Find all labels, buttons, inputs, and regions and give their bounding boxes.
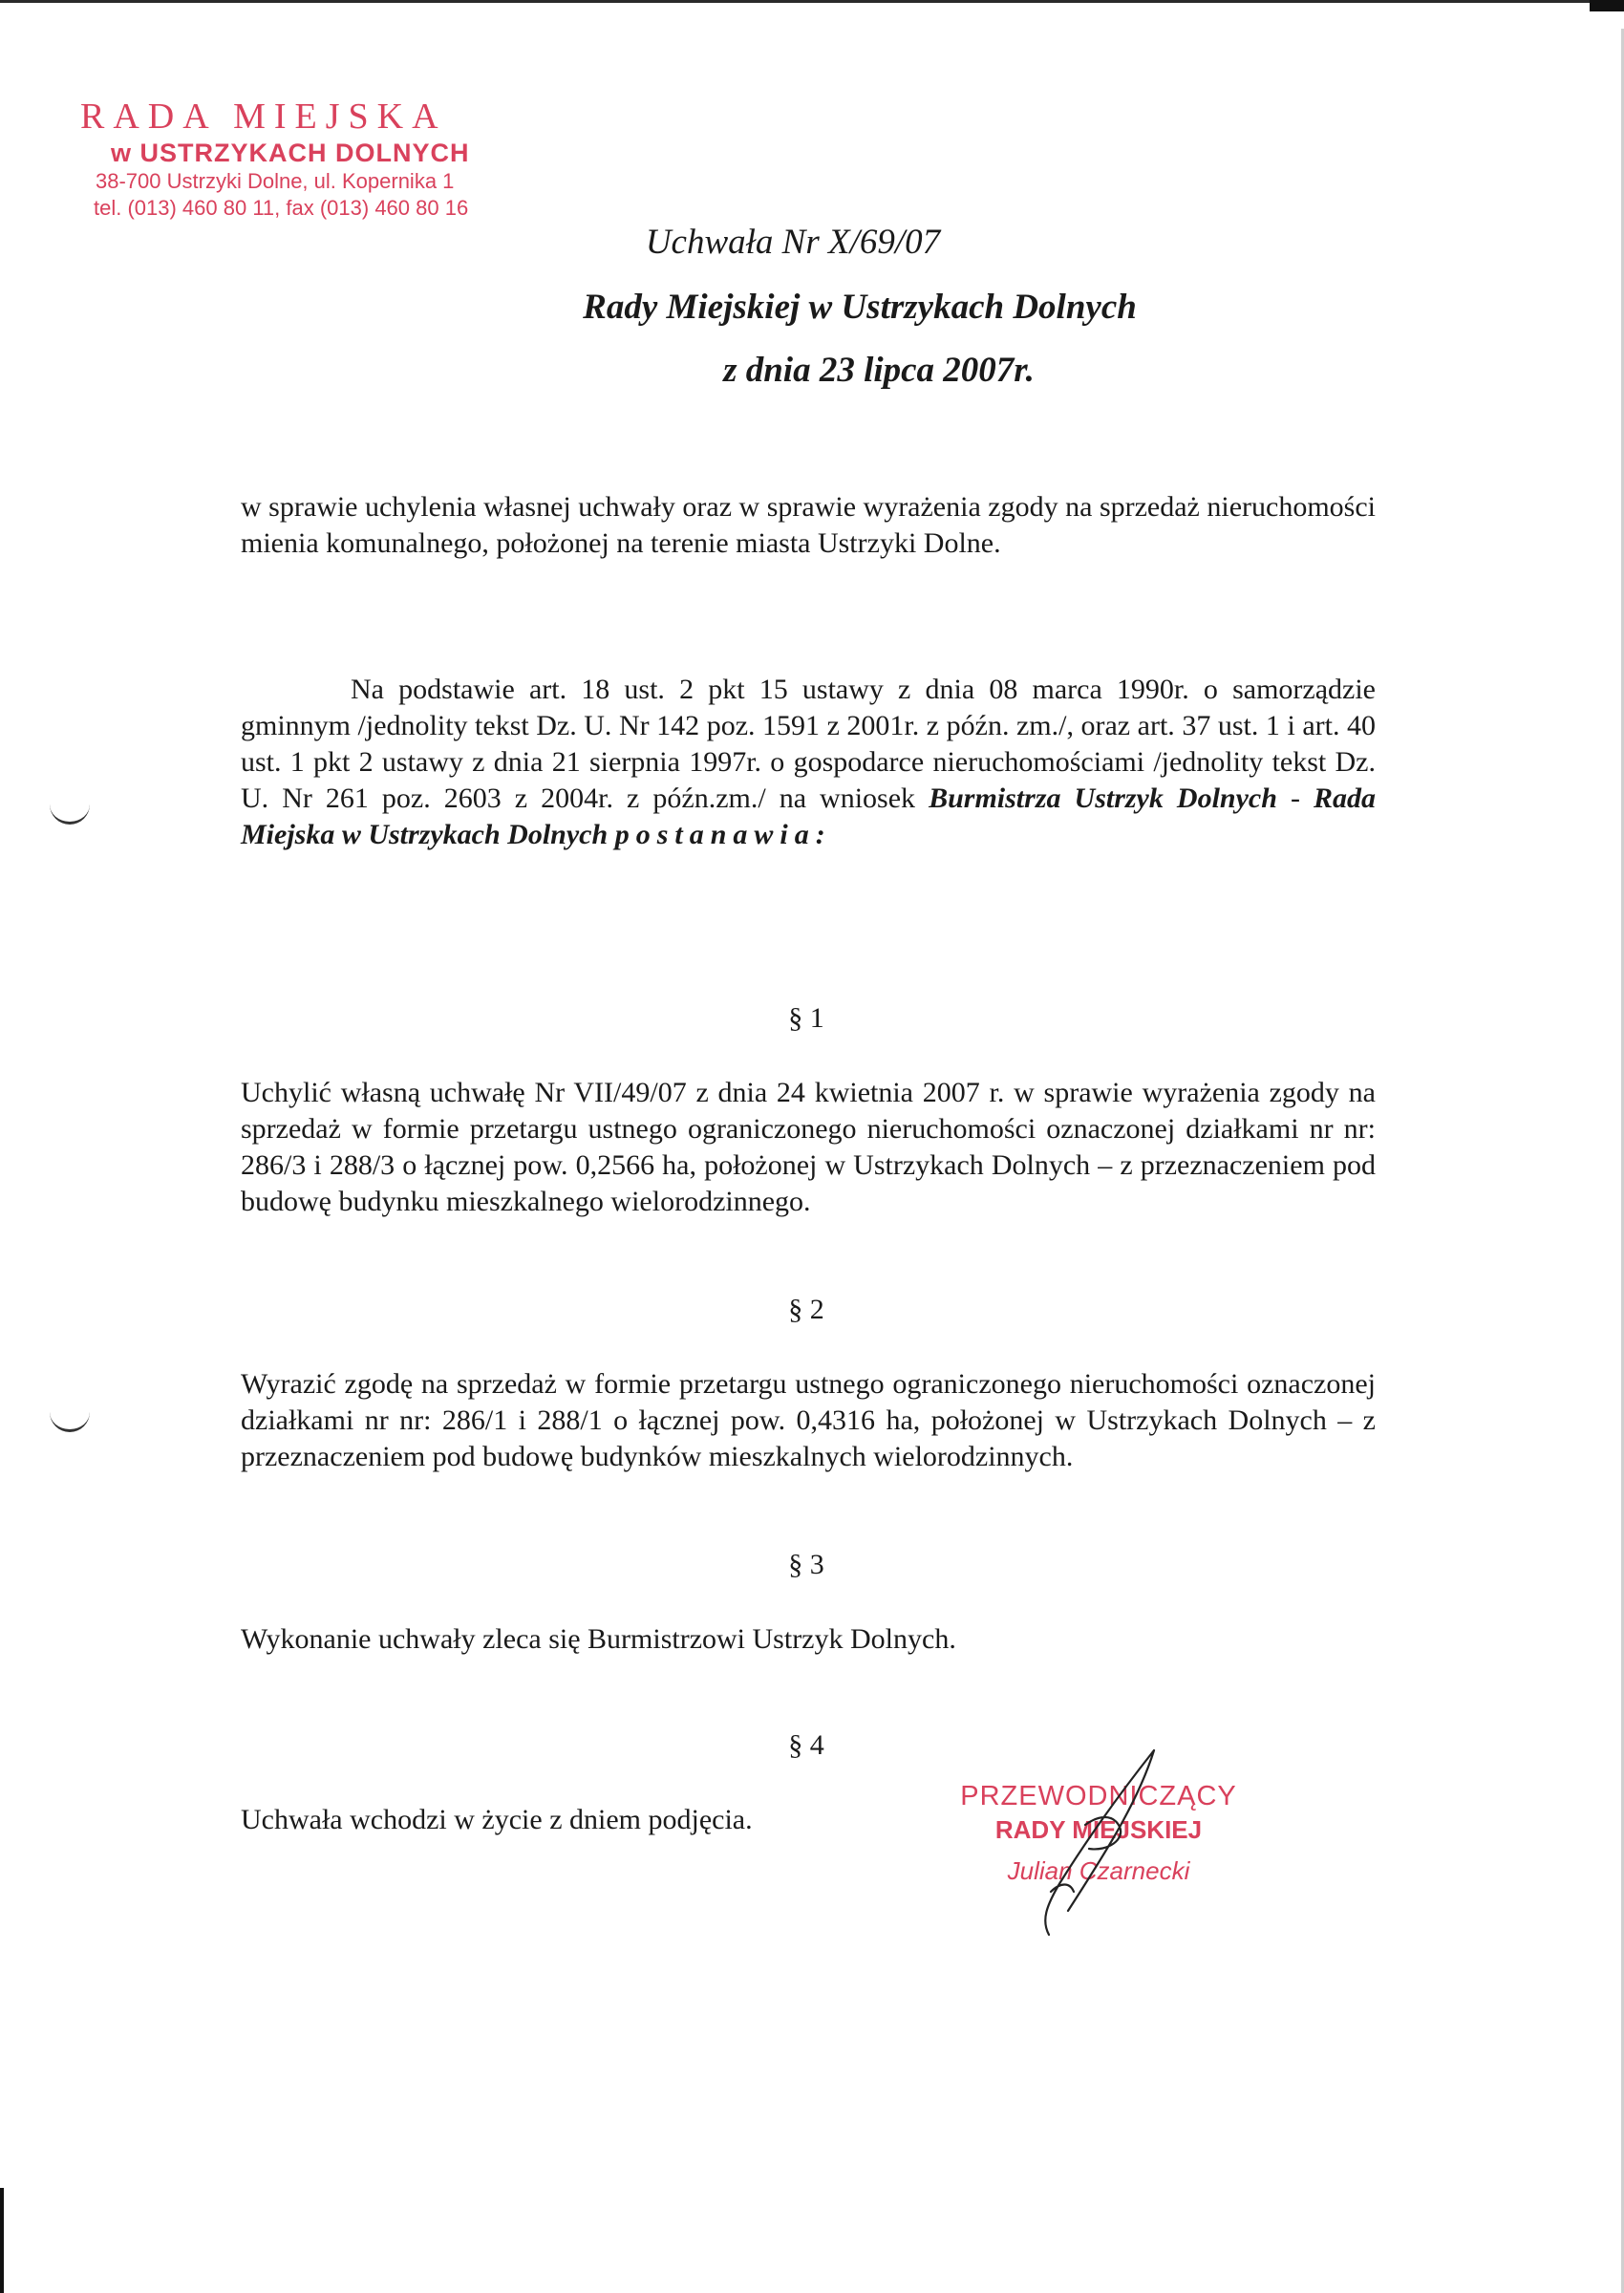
- resolution-body: Rady Miejskiej w Ustrzykach Dolnych: [583, 288, 1137, 327]
- legal-basis: [241, 672, 1376, 853]
- section-1-label: § 1: [788, 1002, 824, 1034]
- section-3-text: Wykonanie uchwały zleca się Burmistrzowi Ustrzyk Dolnych.: [241, 1623, 956, 1655]
- resolution-title: Uchwała Nr X/69/07: [645, 223, 941, 262]
- scan-corner-mark: [1590, 0, 1624, 11]
- section-4-label: § 4: [788, 1729, 824, 1761]
- section-2-label: § 2: [788, 1294, 824, 1325]
- stamp-line-1: RADA MIEJSKA: [80, 96, 447, 137]
- council-stamp: [80, 96, 577, 222]
- punch-hole-mark: [50, 1406, 90, 1432]
- chairman-stamp-name: Julian Czarnecki: [1007, 1856, 1190, 1885]
- stamp-line-4: tel. (013) 460 80 11, fax (013) 460 80 16: [94, 196, 469, 220]
- stamp-line-2: w USTRZYKACH DOLNYCH: [111, 139, 470, 167]
- section-4-text: Uchwała wchodzi w życie z dniem podjęcia.: [241, 1804, 753, 1835]
- resolution-date: z dnia 23 lipca 2007r.: [723, 351, 1035, 390]
- section-3-label: § 3: [788, 1549, 824, 1580]
- handwritten-signature: [994, 1739, 1213, 1949]
- basis-dash: -: [1276, 782, 1314, 814]
- section-1-text: Uchylić własną uchwałę Nr VII/49/07 z dnia 24 kwietnia 2007 r. w sprawie wyrażenia zgody na sprzedaż w formie przetargu ustnego ograniczonego nieruchomości oznaczonej działkami nr nr: 286/3 i 288/3 o łącznej pow. 0,2566 ha, położonej w Ustrzykach Dolnych – z przeznaczeniem pod budowę budynku mieszkalnego wielorodzinnego.: [241, 1077, 1376, 1217]
- chairman-stamp-council: RADY MIEJSKIEJ: [994, 1815, 1203, 1844]
- scan-left-edge: [0, 2188, 4, 2293]
- legal-basis-text: Na podstawie art. 18 ust. 2 pkt 15 ustawy z dnia 08 marca 1990r. o samorządzie gminnym /jednolity tekst Dz. U. Nr 142 poz. 1591 z 2001r. z późn. zm./, oraz art. 37 ust. 1 i art. 40 ust. 1 pkt 2 ustawy z dnia 21 sierpnia 1997r. o gospodarce nieruchomościami /jednolity tekst Dz. U. Nr 261 poz. 2603 z 2004r. z późn.zm./ na wniosek: [241, 674, 1376, 814]
- resolution-topic: w sprawie uchylenia własnej uchwały oraz w sprawie wyrażenia zgody na sprzedaż nieruchomości mienia komunalnego, położonej na terenie miasta Ustrzyki Dolne.: [241, 491, 1376, 559]
- punch-hole-mark: [50, 799, 90, 825]
- section-2-text: Wyrazić zgodę na sprzedaż w formie przetargu ustnego ograniczonego nieruchomości oznaczonej działkami nr nr: 286/1 i 288/1 o łącznej pow. 0,4316 ha, położonej w Ustrzykach Dolnych – z przeznaczeniem pod budowę budynków mieszkalnych wielorodzinnych.: [241, 1368, 1376, 1472]
- scan-top-border: [0, 0, 1624, 3]
- decides-word: postanawia:: [614, 819, 832, 850]
- stamp-line-3: 38-700 Ustrzyki Dolne, ul. Kopernika 1: [96, 169, 455, 193]
- applicant-name: Burmistrza Ustrzyk Dolnych: [929, 782, 1277, 814]
- council-name: Rada Miejska w Ustrzykach Dolnych: [241, 782, 1376, 850]
- chairman-stamp-title: PRZEWODNICZĄCY: [960, 1781, 1237, 1811]
